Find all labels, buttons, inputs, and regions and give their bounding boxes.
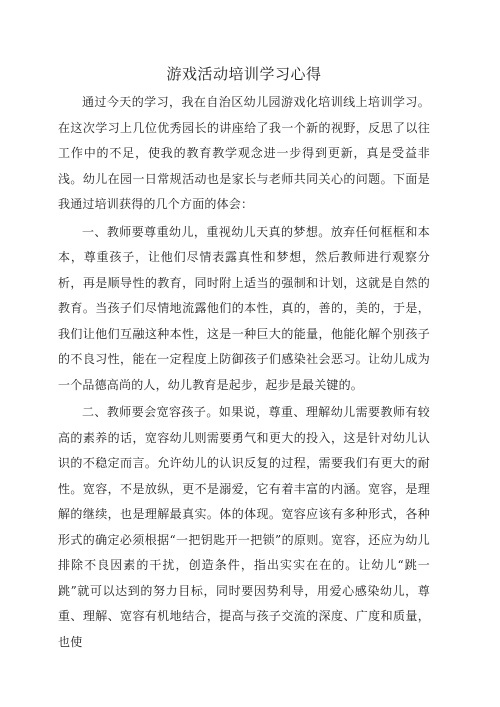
paragraph-point-two: 二、教师要会宽容孩子。如果说，尊重、理解幼儿需要教师有较高的素养的话，宽容幼儿则需要勇气和更大的投入，这是针对幼儿认识的不稳定而言。允许幼儿的认识反复的过程，需要我们有更大的耐性。宽容，不是放纵，更不是溺爱，它有着丰富的内涵。宽容，是理解的继续，也是理解最真实。体的体现。宽容应该有多种形式，各种形式的确定必须根据“一把钥匙开一把锁”的原则。宽容，还应为幼儿排除不良因素的干扰，创造条件，指出实实在在的。让幼儿“跳一跳”就可以达到的努力目标，同时要因势利导，用爱心感染幼儿，尊重、理解、宽容有机地结合，提高与孩子交流的深度、广度和质量，也使 bbox=[58, 405, 430, 649]
paragraph-point-one: 一、教师要尊重幼儿，重视幼儿天真的梦想。放弃任何框框和本本，尊重孩子，让他们尽情表露真性和梦想，然后教师进行观察分析，再是顺导性的教育，同时附上适当的强制和计划，这就是自然的教育。当孩子们尽情地流露他们的本性，真的，善的，美的，于是，我们让他们互融这种本性，这是一种巨大的能量，他能化解个别孩子的不良习性，能在一定程度上防御孩子们感染社会恶习。让幼儿成为一个品德高尚的人，幼儿教育是起步，起步是最关键的。 bbox=[58, 224, 430, 392]
document-title: 游戏活动培训学习心得 bbox=[166, 65, 322, 83]
paragraph-intro: 通过今天的学习，我在自治区幼儿园游戏化培训线上培训学习。在这次学习上几位优秀园长的讲座给了我一个新的视野，反思了以往工作中的不足，使我的教育教学观念进一步得到更新，真是受益非浅。幼儿在园一日常规活动也是家长与老师共同关心的问题。下面是我通过培训获得的几个方面的体会： bbox=[58, 95, 430, 211]
